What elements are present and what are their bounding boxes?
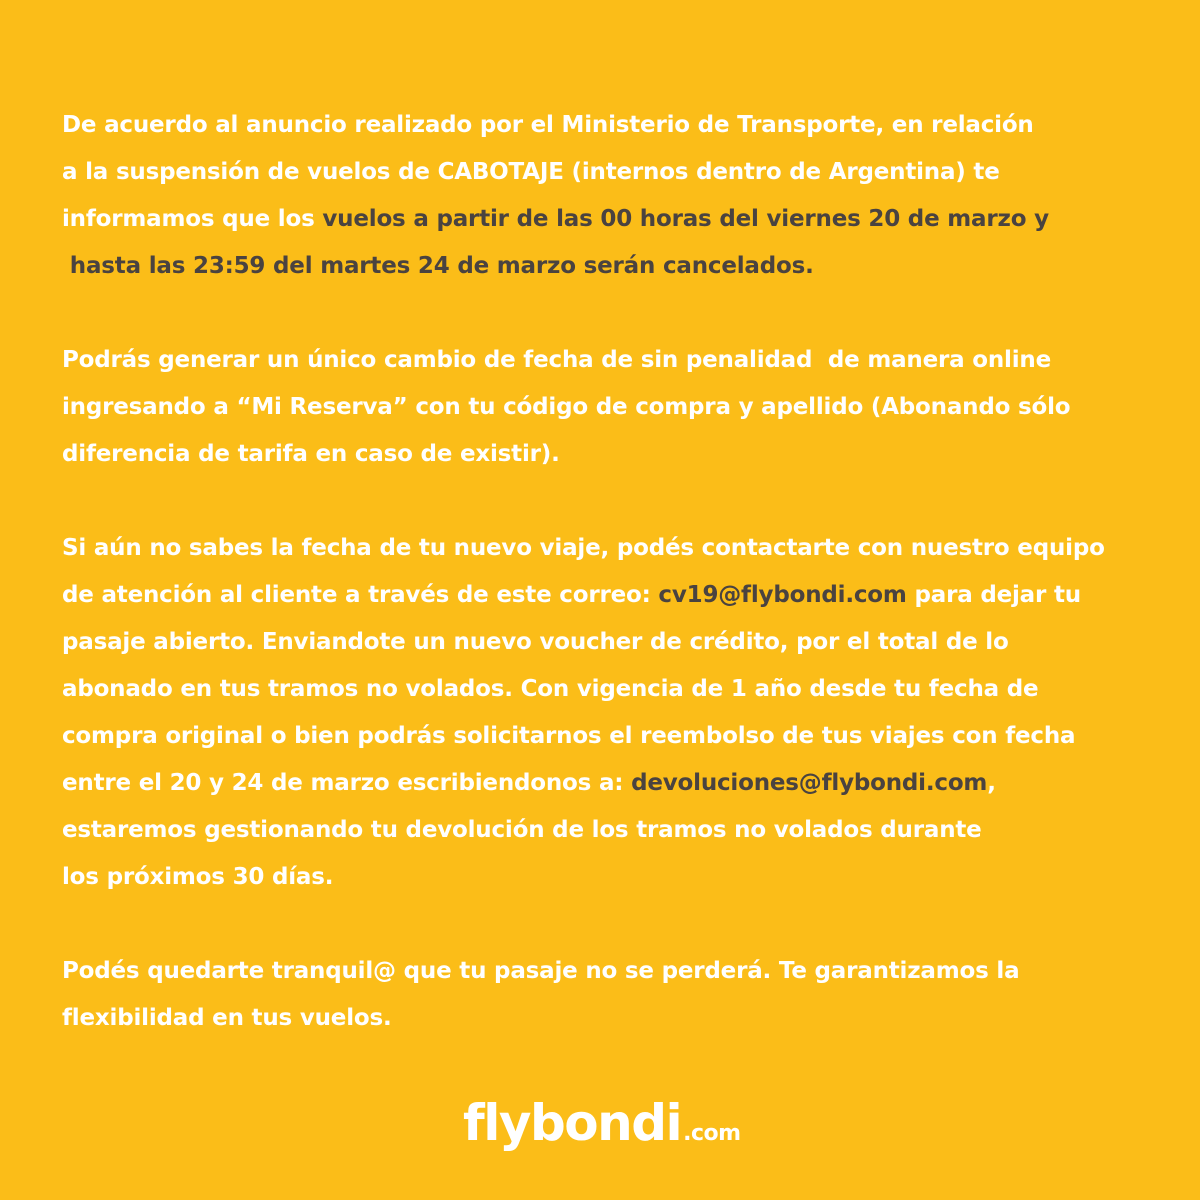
email-link-devoluciones[interactable]: devoluciones@flybondi.com: [631, 770, 988, 796]
text-segment: para dejar tu: [906, 582, 1081, 608]
highlighted-dates: hasta las 23:59 del martes 24 de marzo serán cancelados.: [62, 253, 814, 279]
paragraph-contact: [62, 525, 1182, 901]
text-segment: ,: [987, 770, 996, 796]
flybondi-logo: [463, 1093, 741, 1153]
text-line: abonado en tus tramos no volados. Con vigencia de 1 año desde tu fecha de: [62, 676, 1039, 702]
paragraph-reassurance: [62, 948, 1182, 1042]
text-segment: de atención al cliente a través de este correo:: [62, 582, 659, 608]
text-segment: entre el 20 y 24 de marzo escribiendonos a:: [62, 770, 632, 796]
text-line: Podrás generar un único cambio de fecha de sin penalidad de manera online: [62, 347, 1051, 373]
text-line: [62, 196, 1182, 243]
text-line: De acuerdo al anuncio realizado por el Ministerio de Transporte, en relación: [62, 112, 1034, 138]
text-segment: informamos que los: [62, 206, 323, 232]
text-line: diferencia de tarifa en caso de existir).: [62, 441, 560, 467]
text-line: estaremos gestionando tu devolución de los tramos no volados durante: [62, 817, 982, 843]
text-line: flexibilidad en tus vuelos.: [62, 1005, 392, 1031]
announcement-body: [62, 102, 1182, 1042]
text-line: ingresando a “Mi Reserva” con tu código de compra y apellido (Abonando sólo: [62, 394, 1071, 420]
logo-wordmark: flybondi: [463, 1094, 682, 1152]
text-line: Podés quedarte tranquil@ que tu pasaje no se perderá. Te garantizamos la: [62, 958, 1020, 984]
text-line: [62, 760, 1182, 807]
text-line: pasaje abierto. Enviandote un nuevo voucher de crédito, por el total de lo: [62, 629, 1009, 655]
paragraph-date-change: [62, 337, 1182, 478]
text-line: Si aún no sabes la fecha de tu nuevo viaje, podés contactarte con nuestro equipo: [62, 535, 1105, 561]
text-line: [62, 572, 1182, 619]
text-line: los próximos 30 días.: [62, 864, 334, 890]
highlighted-dates: vuelos a partir de las 00 horas del viernes 20 de marzo y: [322, 206, 1049, 232]
text-line: a la suspensión de vuelos de CABOTAJE (internos dentro de Argentina) te: [62, 159, 1000, 185]
paragraph-cancellation: [62, 102, 1182, 290]
email-link-cv19[interactable]: cv19@flybondi.com: [658, 582, 907, 608]
logo-domain-suffix: .com: [683, 1121, 741, 1146]
text-line: compra original o bien podrás solicitarnos el reembolso de tus viajes con fecha: [62, 723, 1076, 749]
